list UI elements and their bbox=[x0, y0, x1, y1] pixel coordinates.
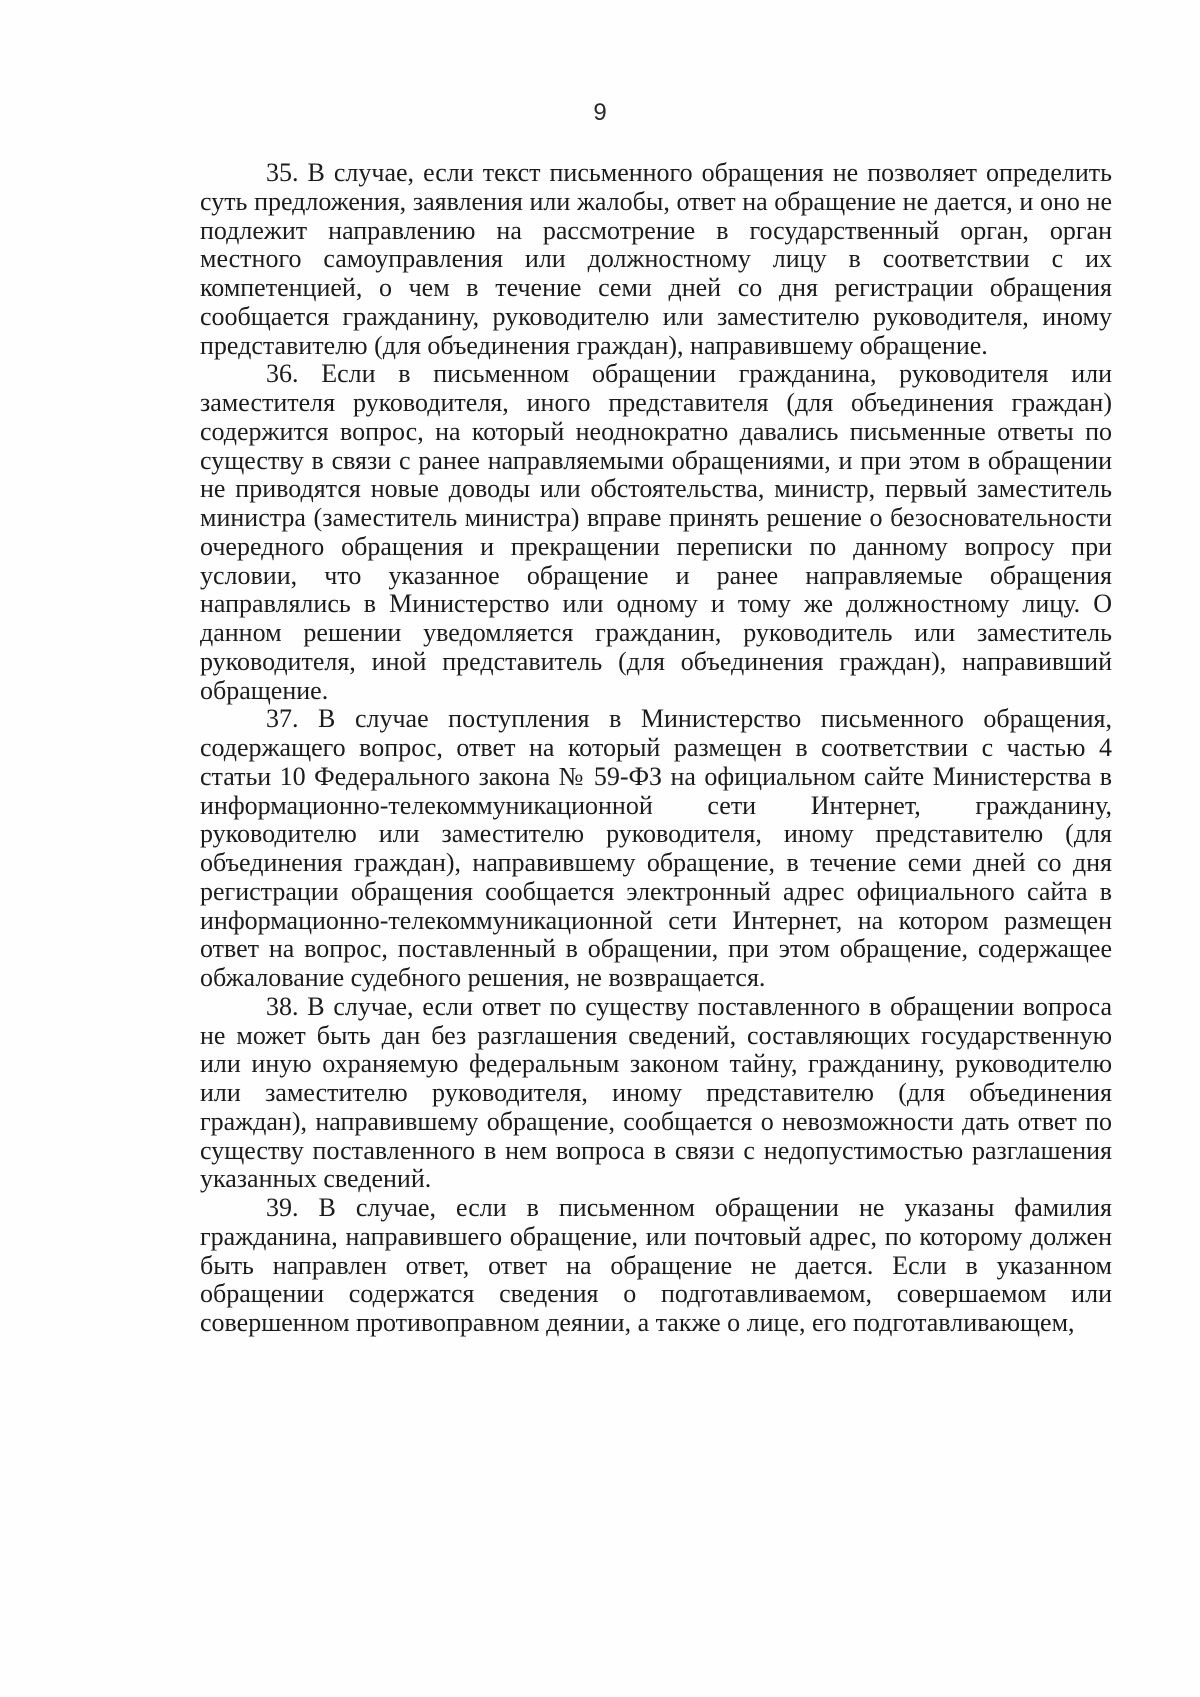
paragraph-38: 38. В случае, если ответ по существу поставленного в обращении вопроса не может быть дан без разглашения сведений, составляющих государственную или иную охраняемую федеральным законом тайну, гражданину, руководителю или заместителю руководителя, иному представителю (для объединения граждан), направившему обращение, сообщается о невозможности дать ответ по существу поставленного в нем вопроса в связи с недопустимостью разглашения указанных сведений. bbox=[200, 991, 1112, 1194]
paragraph-37: 37. В случае поступления в Министерство письменного обращения, содержащего вопрос, ответ на который размещен в соответствии с частью 4 статьи 10 Федерального закона № 59-ФЗ на официальном сайте Министерства в информационно-телекоммуникационной сети Интернет, гражданину, руководителю или заместителю руководителя, иному представителю (для объединения граждан), направившему обращение, в течение семи дней со дня регистрации обращения сообщается электронный адрес официального сайта в информационно-телекоммуникационной сети Интернет, на котором размещен ответ на вопрос, поставленный в обращении, при этом обращение, содержащее обжалование судебного решения, не возвращается. bbox=[200, 704, 1112, 992]
paragraph-39: 39. В случае, если в письменном обращении не указаны фамилия гражданина, направившего обращение, или почтовый адрес, по которому должен быть направлен ответ, ответ на обращение не дается. Если в указанном обращении содержатся сведения о подготавливаемом, совершаемом или совершенном противоправном деянии, а также о лице, его подготавливающем, bbox=[200, 1193, 1112, 1337]
paragraph-35: 35. В случае, если текст письменного обращения не позволяет определить суть предложения, заявления или жалобы, ответ на обращение не дается, и оно не подлежит направлению на рассмотрение в государственный орган, орган местного самоуправления или должностному лицу в соответствии с их компетенцией, о чем в течение семи дней со дня регистрации обращения сообщается гражданину, руководителю или заместителю руководителя, иному представителю (для объединения граждан), направившему обращение. bbox=[200, 158, 1112, 360]
paragraph-36: 36. Если в письменном обращении гражданина, руководителя или заместителя руководителя, иного представителя (для объединения граждан) содержится вопрос, на который неоднократно давались письменные ответы по существу в связи с ранее направляемыми обращениями, и при этом в обращении не приводятся новые доводы или обстоятельства, министр, первый заместитель министра (заместитель министра) вправе принять решение о безосновательности очередного обращения и прекращении переписки по данному вопросу при условии, что указанное обращение и ранее направляемые обращения направлялись в Министерство или одному и тому же должностному лицу. О данном решении уведомляется гражданин, руководитель или заместитель руководителя, иной представитель (для объединения граждан), направивший обращение. bbox=[200, 359, 1112, 705]
page-number: 9 bbox=[593, 99, 607, 126]
document-body bbox=[200, 159, 1112, 1338]
